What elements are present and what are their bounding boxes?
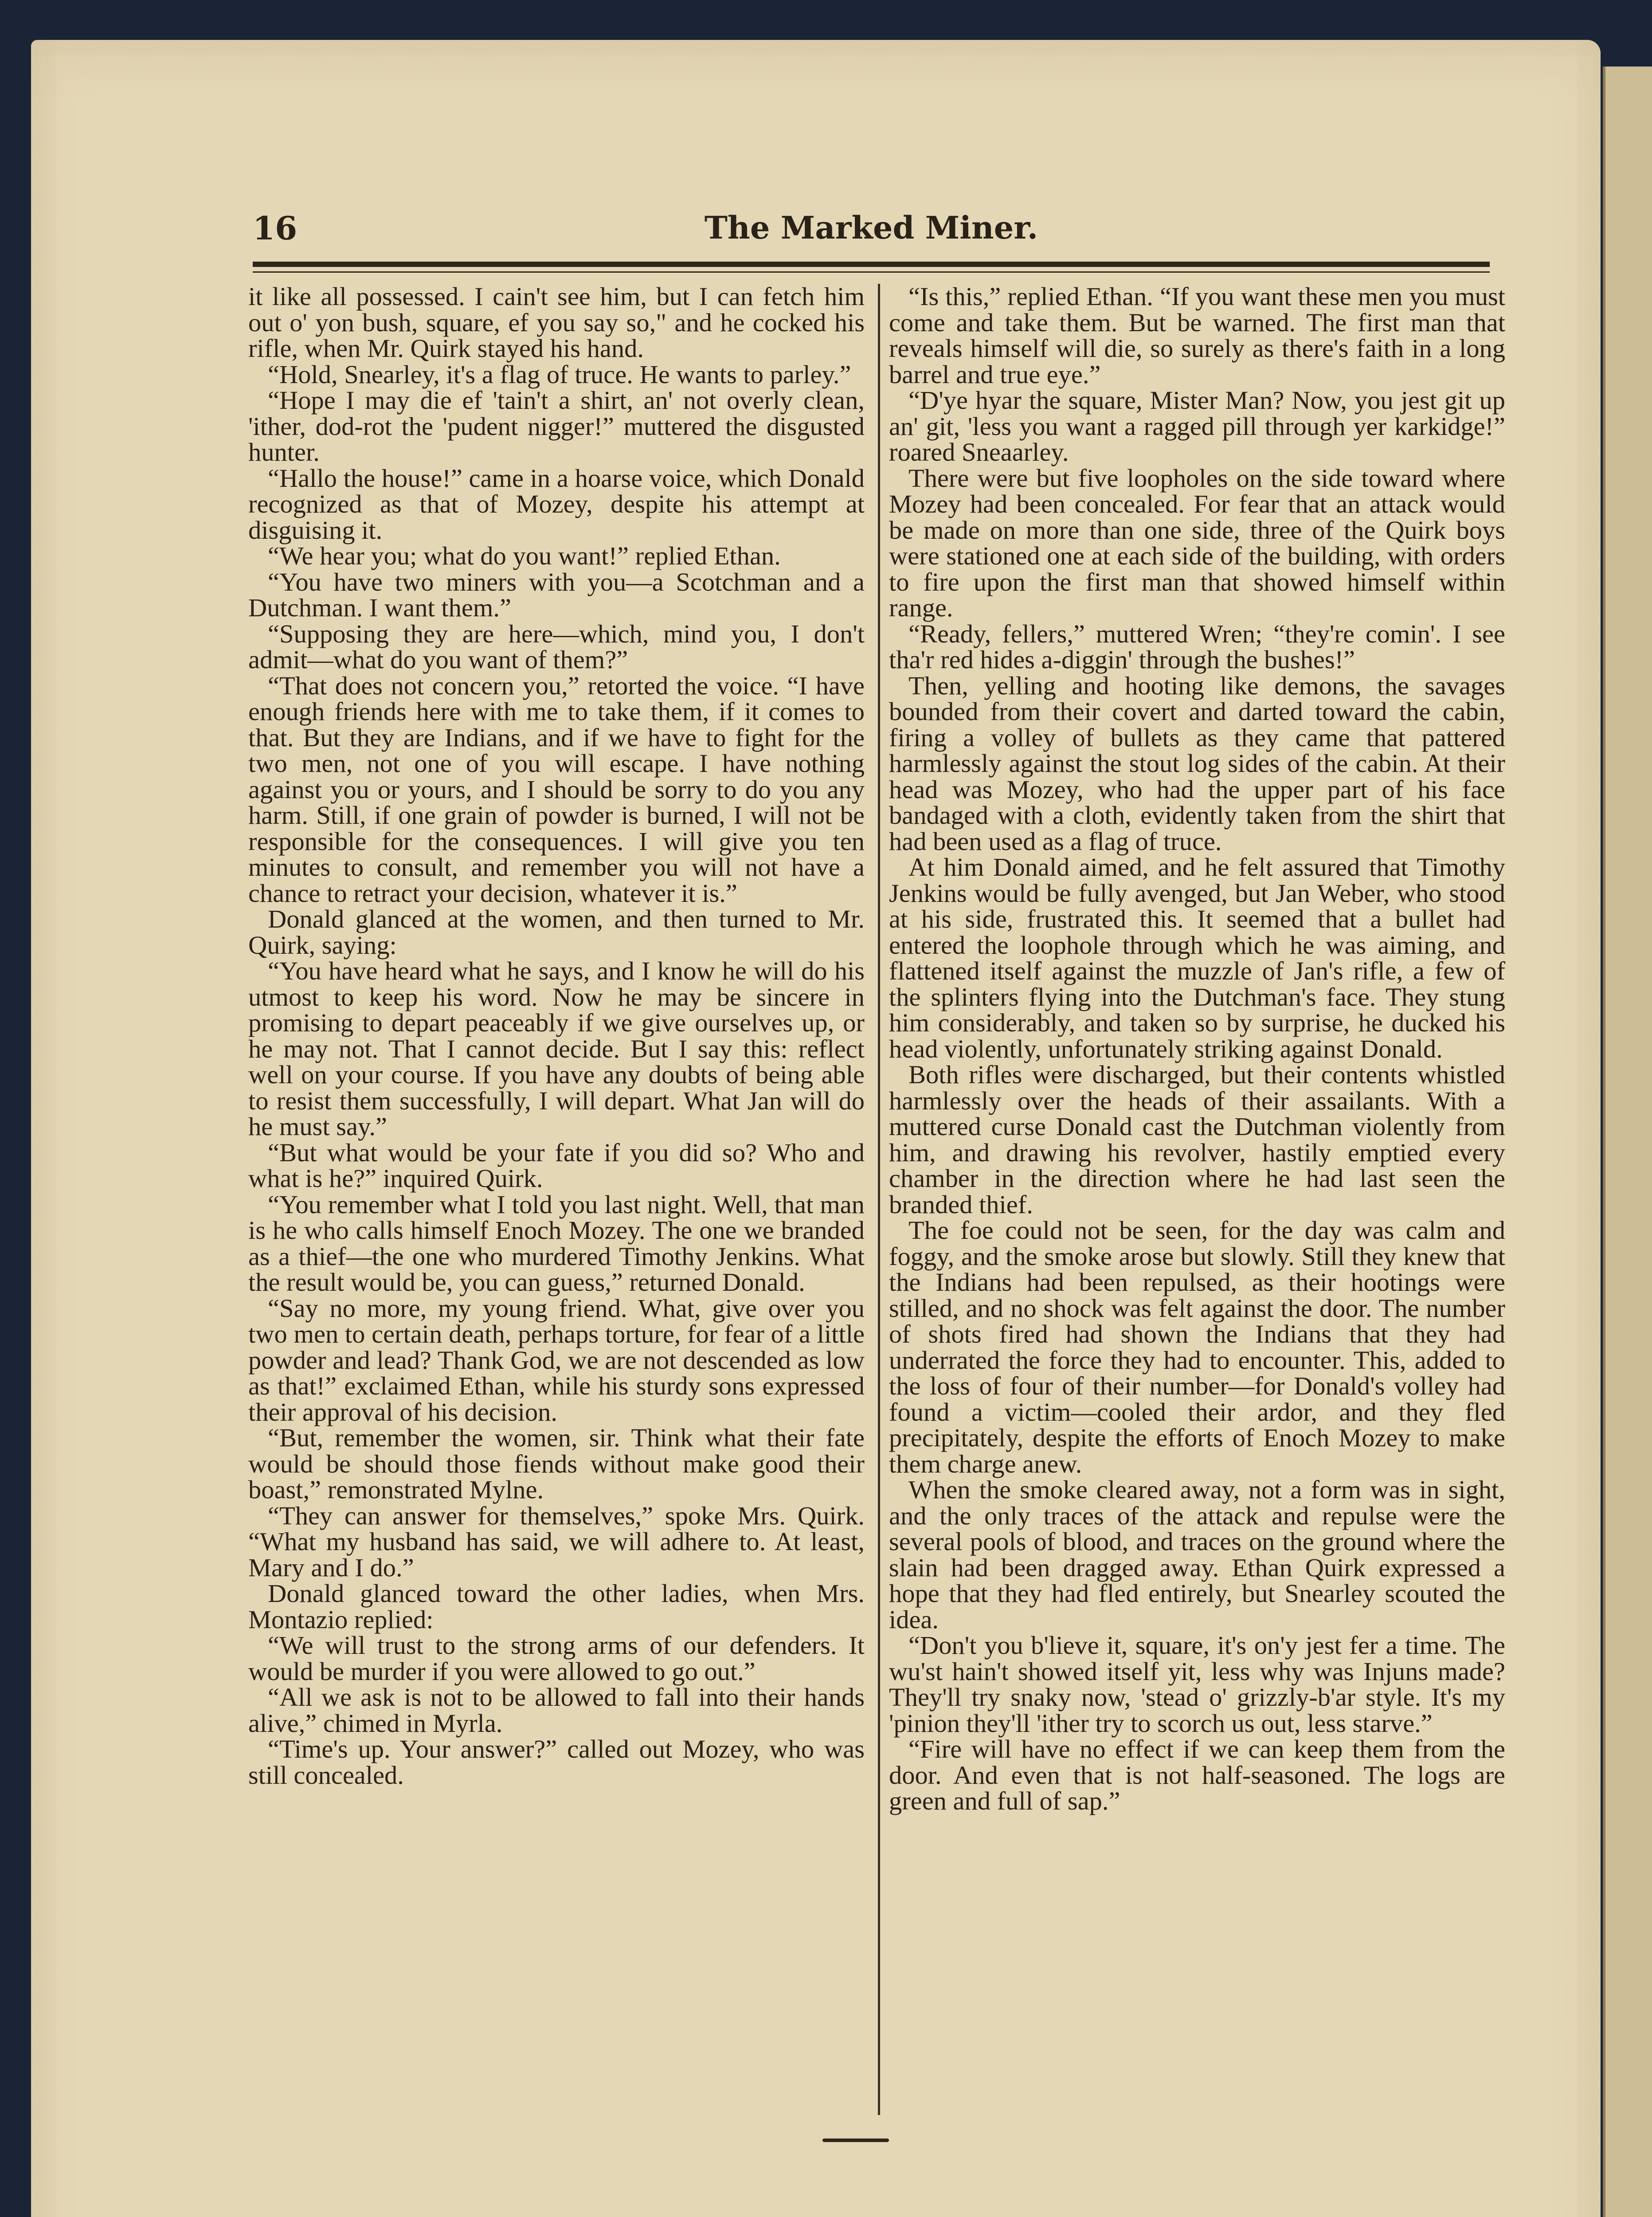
paragraph: “Supposing they are here—which, mind you, I don't admit—what do you want of them?”	[248, 619, 865, 674]
paragraph: “But what would be your fate if you did so? Who and what is he?” inquired Quirk.	[248, 1138, 865, 1193]
page-number: 16	[253, 209, 298, 247]
paragraph: “Hold, Snearley, it's a flag of truce. He wants to parley.”	[268, 360, 851, 389]
paragraph: “Don't you b'lieve it, square, it's on'y jest fer a time. The wu'st hain't showed itself yit, less why was Injuns made? They'll try snaky now, 'stead o' grizzly-b'ar style. It's my 'pinion they'll 'ither try to scorch us out, less starve.”	[889, 1631, 1505, 1738]
paragraph: “Is this,” replied Ethan. “If you want these men you must come and take them. But be warned. The first man that reveals himself will die, so surely as there's faith in a long barrel and true eye.”	[889, 284, 1505, 389]
paragraph: “Fire will have no effect if we can keep them from the door. And even that is not half-seasoned. The logs are green and full of sap.”	[889, 1735, 1505, 1815]
paragraph: Donald glanced toward the other ladies, when Mrs. Montazio replied:	[248, 1579, 865, 1634]
paragraph: “They can answer for themselves,” spoke Mrs. Quirk. “What my husband has said, we will adhere to. At least, Mary and I do.”	[248, 1501, 865, 1582]
column-divider	[878, 284, 880, 2115]
paragraph: Then, yelling and hooting like demons, the savages bounded from their covert and darted toward the cabin, firing a volley of bullets as they came that pattered harmlessly against the stout log sides of the cabin. At their head was Mozey, who had the upper part of his face bandaged with a cloth, evidently taken from the shirt that had been used as a flag of truce.	[889, 671, 1505, 856]
paragraph: Donald glanced at the women, and then turned to Mr. Quirk, saying:	[248, 905, 865, 960]
paragraph: “That does not concern you,” retorted the voice. “I have enough friends here with me to take them, if it comes to that. But they are Indians, and if we have to fight for the two men, not one of you will escape. I have nothing against you or yours, and I should be sorry to do you any harm. Still, if one grain of powder is burned, I will not be responsible for the consequences. I will give you ten minutes to consult, and remember you will not have a chance to retract your decision, whatever it is.”	[248, 671, 865, 908]
paragraph: “Ready, fellers,” muttered Wren; “they're comin'. I see tha'r red hides a-diggin' through the bushes!”	[889, 619, 1505, 674]
left-column	[248, 284, 865, 2124]
paragraph: When the smoke cleared away, not a form was in sight, and the only traces of the attack and repulse were the several pools of blood, and traces on the ground where the slain had been dragged away. Ethan Quirk expressed a hope that they had fled entirely, but Snearley scouted the idea.	[889, 1475, 1505, 1634]
paragraph: “We hear you; what do you want!” replied Ethan.	[268, 541, 781, 570]
paragraph: it like all possessed. I cain't see him, but I can fetch him out o' yon bush, square, ef you say so," and he cocked his rifle, when Mr. Quirk stayed his hand.	[248, 284, 865, 363]
paragraph: “Hallo the house!” came in a hoarse voice, which Donald recognized as that of Mozey, despite his attempt at disguising it.	[248, 463, 865, 544]
paragraph: “You have heard what he says, and I know he will do his utmost to keep his word. Now he may be sincere in promising to depart peaceably if we give ourselves up, or he may not. That I cannot decide. But I say this: reflect well on your course. If you have any doubts of being able to resist them successfully, I will depart. What Jan will do he must say.”	[248, 956, 865, 1141]
running-title: The Marked Miner.	[704, 209, 1038, 246]
paragraph: “Hope I may die ef 'tain't a shirt, an' not overly clean, 'ither, dod-rot the 'pudent nigger!” muttered the disgusted hunter.	[248, 386, 865, 466]
paragraph: “We will trust to the strong arms of our defenders. It would be murder if you were allowed to go out.”	[248, 1631, 865, 1686]
paragraph: “You remember what I told you last night. Well, that man is he who calls himself Enoch Mozey. The one we branded as a thief—the one who murdered Timothy Jenkins. What the result would be, you can guess,” returned Donald.	[248, 1190, 865, 1297]
paragraph: At him Donald aimed, and he felt assured that Timothy Jenkins would be fully avenged, but Jan Weber, who stood at his side, frustrated this. It seemed that a bullet had entered the loophole through which he was aiming, and flattened itself against the muzzle of Jan's rifle, a few of the splinters flying into the Dutchman's face. They stung him considerably, and taken so by surprise, he ducked his head violently, unfortunately striking against Donald.	[889, 853, 1505, 1063]
paragraph: “D'ye hyar the square, Mister Man? Now, you jest git up an' git, 'less you want a ragged pill through yer karkidge!” roared Sneaarley.	[889, 386, 1505, 466]
paragraph: “You have two miners with you—a Scotchman and a Dutchman. I want them.”	[248, 567, 865, 622]
paragraph: “All we ask is not to be allowed to fall into their hands alive,” chimed in Myrla.	[248, 1683, 865, 1738]
right-column	[889, 284, 1505, 2124]
adjacent-page-edge	[1603, 67, 1652, 2217]
paragraph: “Time's up. Your answer?” called out Mozey, who was still concealed.	[248, 1735, 865, 1790]
paragraph: The foe could not be seen, for the day was calm and foggy, and the smoke arose but slowly. Still they knew that the Indians had been repulsed, as their hootings were stilled, and no shock was felt against the door. The number of shots fired had shown the Indians that they had underrated the force they had to encounter. This, added to the loss of four of their number—for Donald's volley had found a victim—cooled their ardor, and they fled precipitately, despite the efforts of Enoch Mozey to make them charge anew.	[889, 1216, 1505, 1478]
paragraph: “But, remember the women, sir. Think what their fate would be should those fiends without make good their boast,” remonstrated Mylne.	[248, 1423, 865, 1504]
header-rule	[253, 262, 1490, 267]
paragraph: “Say no more, my young friend. What, give over you two men to certain death, perhaps torture, for fear of a little powder and lead? Thank God, we are not descended as low as that!” exclaimed Ethan, while his sturdy sons expressed their approval of his decision.	[248, 1293, 865, 1426]
page-header	[253, 205, 1490, 254]
end-ornament	[822, 2139, 889, 2142]
paragraph: There were but five loopholes on the side toward where Mozey had been concealed. For fear that an attack would be made on more than one side, three of the Quirk boys were stationed one at each side of the building, with orders to fire upon the first man that showed himself within range.	[889, 463, 1505, 622]
header-rule-thin	[253, 271, 1490, 273]
paragraph: Both rifles were discharged, but their contents whistled harmlessly over the heads of their assailants. With a muttered curse Donald cast the Dutchman violently from him, and drawing his revolver, hastily emptied every chamber in the direction where he had last seen the branded thief.	[889, 1060, 1505, 1219]
